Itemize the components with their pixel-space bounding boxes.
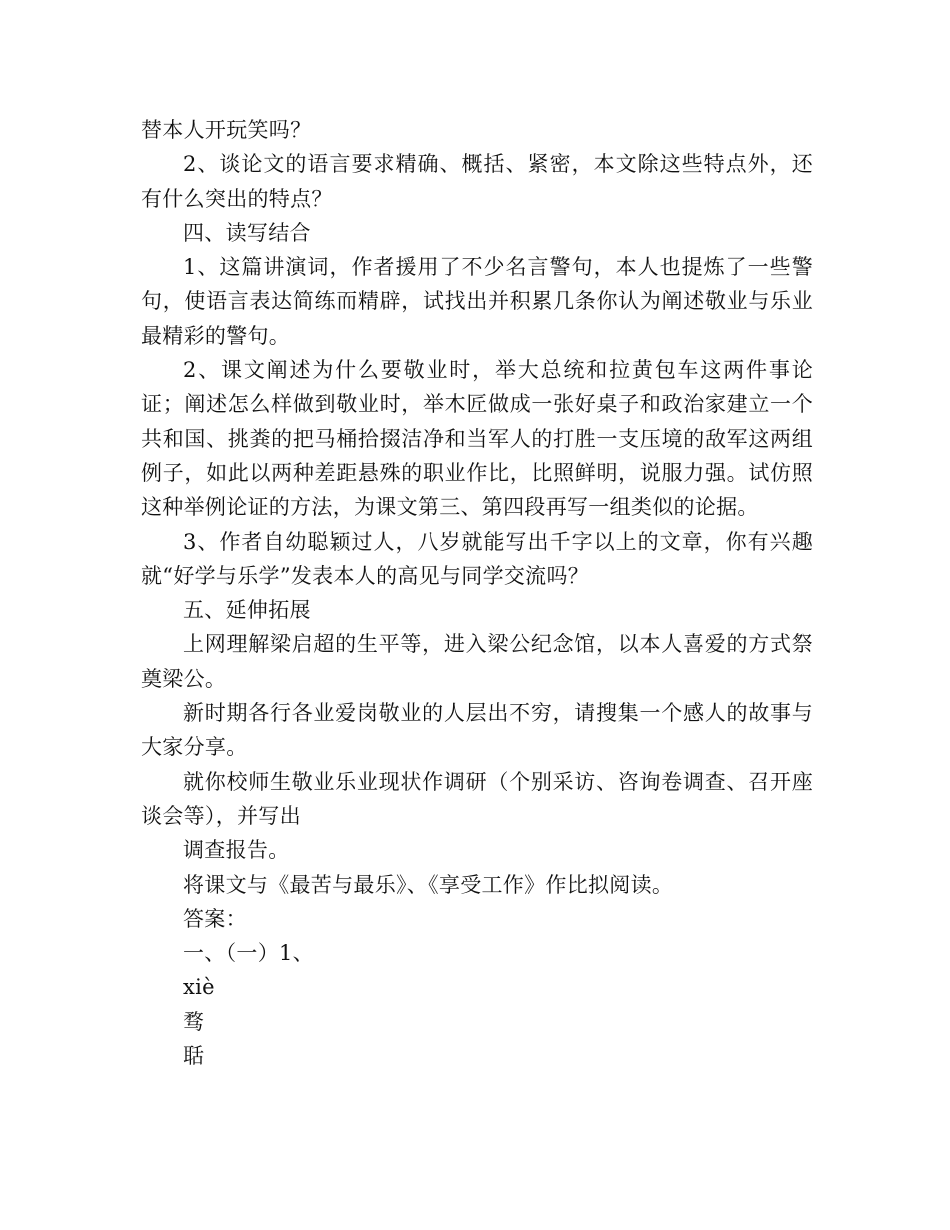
- document-body: [141, 113, 813, 1073]
- task-3: 3、作者自幼聪颖过人，八岁就能写出千字以上的文章，你有兴趣就“好学与乐学”发表本人的高见与同学交流吗？: [141, 529, 813, 588]
- extension-item-2: 新时期各行各业爱岗敬业的人层出不穷，请搜集一个感人的故事与大家分享。: [141, 701, 813, 760]
- section-heading-4: 四、读写结合: [183, 220, 311, 245]
- task-2: 2、课文阐述为什么要敬业时，举大总统和拉黄包车这两件事论证；阐述怎么样做到敬业时，举木匠做成一张好桌子和政治家建立一个共和国、挑粪的把马桶拾掇洁净和当军人的打胜一支压境的敌军这两组例子，如此以两种差距悬殊的职业作比，比照鲜明，说服力强。试仿照这种举例论证的方法，为课文第三、第四段再写一组类似的论据。: [141, 358, 813, 520]
- extension-item-3-continuation: 调查报告。: [183, 838, 290, 863]
- extension-item-3: 就你校师生敬业乐业现状作调研（个别采访、咨询卷调查、召开座谈会等），并写出: [141, 769, 813, 828]
- answer-char-1: 骛: [183, 1009, 205, 1034]
- section-heading-5: 五、延伸拓展: [183, 598, 311, 623]
- paragraph-continuation: 替本人开玩笑吗？: [141, 118, 312, 142]
- extension-item-1: 上网理解梁启超的生平等，进入梁公纪念馆，以本人喜爱的方式祭奠梁公。: [141, 632, 813, 691]
- answer-char-2: 聒: [183, 1044, 205, 1069]
- answer-label: 一、（一）1、: [183, 941, 314, 966]
- question-2: 2、谈论文的语言要求精确、概括、紧密，本文除这些特点外，还有什么突出的特点？: [141, 152, 813, 211]
- answers-heading: 答案：: [183, 906, 247, 931]
- answer-pinyin: xiè: [183, 975, 215, 1000]
- task-1: 1、这篇讲演词，作者援用了不少名言警句，本人也提炼了一些警句，使语言表达简练而精辟，试找出并积累几条你认为阐述敬业与乐业最精彩的警句。: [141, 255, 813, 348]
- extension-item-4: 将课文与《最苦与最乐》、《享受工作》作比拟阅读。: [183, 872, 674, 897]
